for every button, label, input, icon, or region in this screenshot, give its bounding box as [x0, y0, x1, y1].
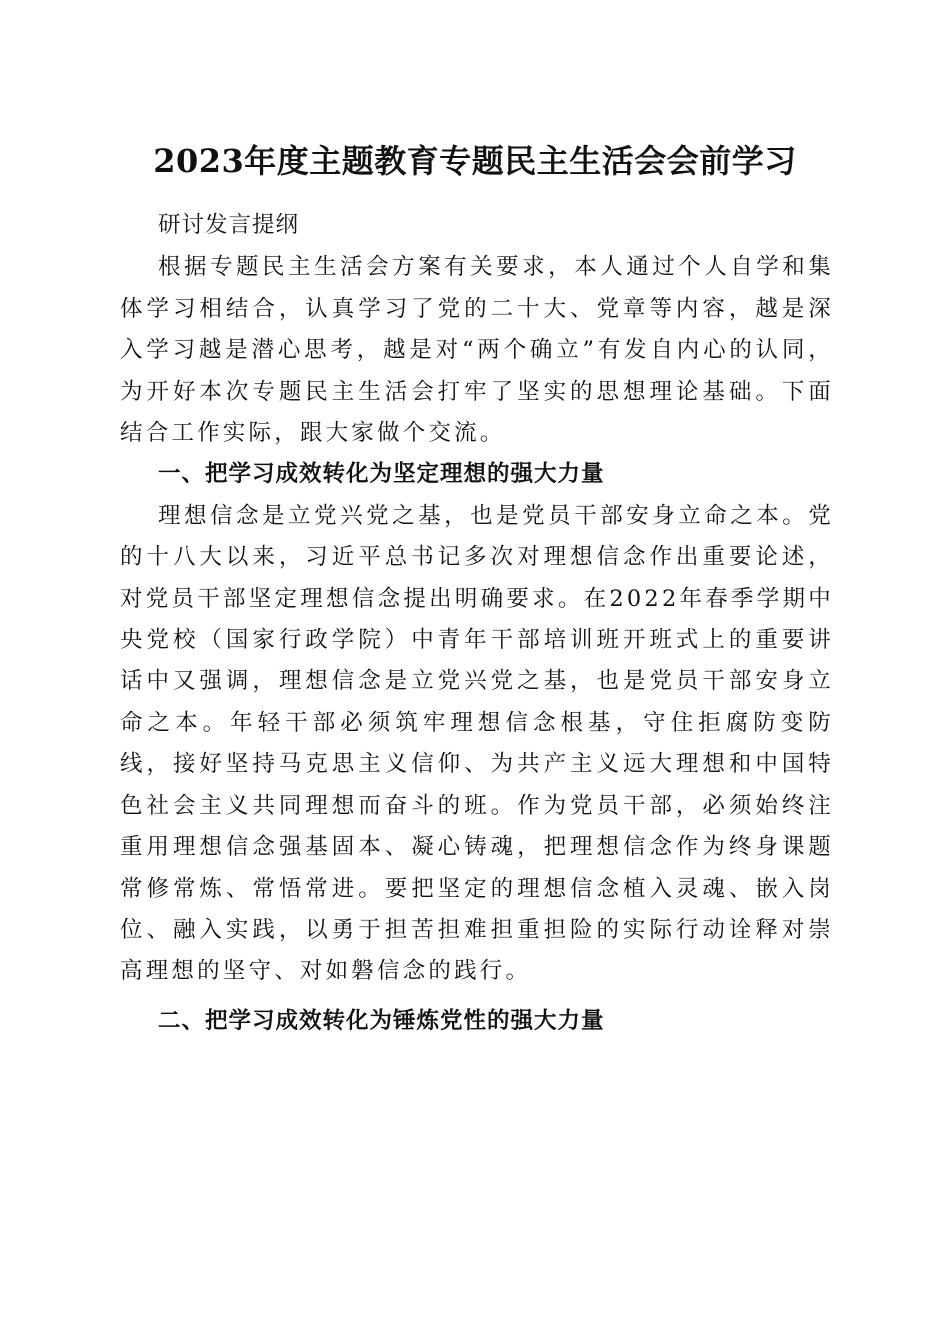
section-1-paragraph: 理想信念是立党兴党之基，也是党员干部安身立命之本。党的十八大以来，习近平总书记多次对理想信念作出重要论述，对党员干部坚定理想信念提出明确要求。在2022年春季学期中央党校（国家行政学院）中青年干部培训班开班式上的重要讲话中又强调，理想信念是立党兴党之基，也是党员干部安身立命之本。年轻干部必须筑牢理想信念根基，守住拒腐防变防线，接好坚持马克思主义信仰、为共产主义远大理想和中国特色社会主义共同理想而奋斗的班。作为党员干部，必须始终注重用理想信念强基固本、凝心铸魂，把理想信念作为终身课题常修常炼、常悟常进。要把坚定的理想信念植入灵魂、嵌入岗位、融入实践，以勇于担苦担难担重担险的实际行动诠释对崇高理想的坚守、对如磐信念的践行。	[120, 502, 834, 985]
section-heading-2: 二、把学习成效转化为锤炼党性的强大力量	[158, 1007, 605, 1034]
subtitle: 研讨发言提纲	[158, 212, 300, 238]
section-heading-1: 一、把学习成效转化为坚定理想的强大力量	[158, 461, 605, 488]
intro-paragraph: 根据专题民主生活会方案有关要求，本人通过个人自学和集体学习相结合，认真学习了党的二十大、党章等内容，越是深入学习越是潜心思考，越是对“两个确立”有发自内心的认同，为开好本次专题民主生活会打牢了坚实的思想理论基础。下面结合工作实际，跟大家做个交流。	[120, 254, 834, 447]
page-title: 2023年度主题教育专题民主生活会会前学习	[153, 142, 797, 180]
document-body	[120, 205, 834, 1042]
